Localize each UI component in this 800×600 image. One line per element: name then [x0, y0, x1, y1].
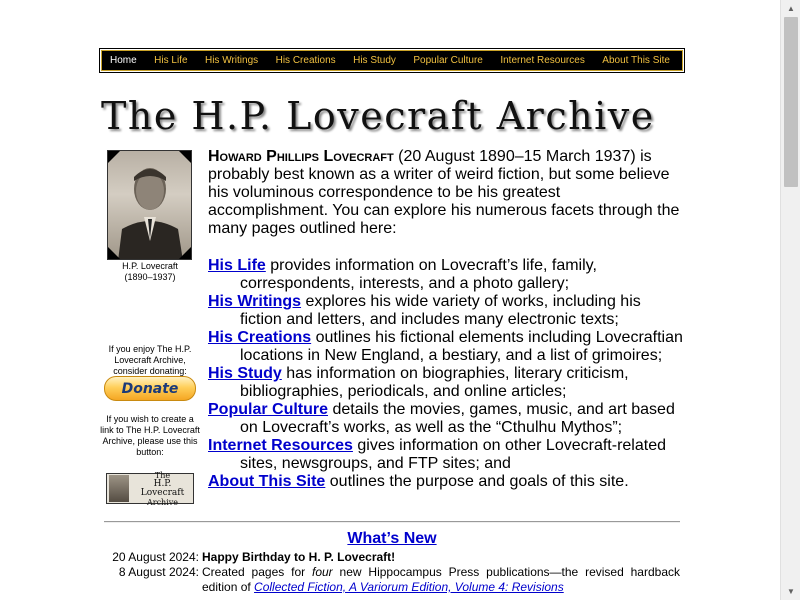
news-text: new Hippocampus Press publications—the revised hardback edition of — [202, 565, 680, 594]
nav-his-life[interactable]: His Life — [154, 55, 188, 66]
news-text: Created pages for — [202, 565, 312, 579]
scroll-up-arrow-icon[interactable]: ▲ — [787, 4, 795, 13]
whats-new-heading — [104, 530, 680, 548]
nav-internet-resources[interactable]: Internet Resources — [500, 55, 585, 66]
photo-caption — [100, 261, 200, 283]
section-desc: details the movies, games, music, and art based on Lovecraft’s works, as well as the “Cthulhu Mythos”; — [240, 401, 675, 436]
section-item — [208, 473, 684, 491]
scroll-down-arrow-icon[interactable]: ▼ — [787, 587, 795, 596]
section-desc: gives information on other Lovecraft-related sites, newsgroups, and FTP sites; and — [240, 437, 666, 472]
news-date: 8 August 2024: — [118, 565, 199, 579]
link-badge-button[interactable] — [106, 470, 194, 507]
badge-text — [132, 471, 193, 507]
section-desc: provides information on Lovecraft’s life, family, correspondents, interests, and a photo gallery; — [240, 257, 597, 292]
caption-years: (1890–1937) — [124, 272, 176, 282]
section-link-his-writings[interactable]: His Writings — [208, 293, 302, 310]
donate-prompt: If you enjoy The H.P. Lovecraft Archive, consider donating: — [108, 344, 192, 376]
section-item — [208, 293, 684, 329]
nav-his-writings[interactable]: His Writings — [204, 55, 259, 66]
section-desc: has information on biographies, literary criticism, bibliographies, periodicals, and online articles; — [240, 365, 629, 400]
news-row — [104, 565, 680, 595]
section-item — [208, 401, 684, 437]
section-desc: outlines his fictional elements including Lovecraftian locations in New England, a bestiary, and a list of grimoires; — [240, 329, 683, 364]
intro-text: (20 August 1890–15 March 1937) is probably best known as a writer of weird fiction, but some believe his voluminous correspondence to be his greatest accomplishment. You can explore his numerous facets through the many pages outlined here: — [208, 148, 680, 237]
lovecraft-photo — [107, 150, 192, 260]
news-list — [104, 550, 680, 595]
link-prompt: If you wish to create a link to The H.P. Lovecraft Archive, please use this button: — [100, 414, 200, 457]
section-list — [208, 257, 684, 491]
section-link-about-this-site[interactable]: About This Site — [208, 473, 326, 490]
scroll-thumb[interactable] — [784, 17, 798, 187]
section-desc: outlines the purpose and goals of this site. — [325, 473, 629, 490]
news-date: 20 August 2024: — [112, 550, 199, 564]
section-link-his-creations[interactable]: His Creations — [208, 329, 312, 346]
caption-name: H.P. Lovecraft — [122, 261, 178, 271]
news-body — [202, 550, 680, 565]
section-item — [208, 329, 684, 365]
news-row — [104, 550, 680, 565]
section-desc: explores his wide variety of works, including his fiction and letters, and includes many electronic texts; — [240, 293, 641, 328]
section-link-internet-resources[interactable]: Internet Resources — [208, 437, 353, 454]
nav-home[interactable]: Home — [110, 55, 137, 66]
divider — [104, 521, 680, 523]
whats-new-link[interactable]: What’s New — [347, 530, 437, 547]
nav-his-study[interactable]: His Study — [353, 55, 396, 66]
section-item — [208, 257, 684, 293]
badge-line1: The — [154, 470, 171, 480]
nav-his-creations[interactable]: His Creations — [275, 55, 336, 66]
portrait-icon — [108, 151, 192, 260]
badge-line2: H.P. Lovecraft — [140, 478, 185, 498]
intro-paragraph — [208, 148, 684, 238]
badge-portrait-icon — [109, 475, 129, 502]
section-item — [208, 437, 684, 473]
site-title: The H.P. Lovecraft Archive — [101, 94, 655, 138]
section-link-his-life[interactable]: His Life — [208, 257, 266, 274]
author-name: Howard Phillips Lovecraft — [208, 148, 394, 165]
section-link-popular-culture[interactable]: Popular Culture — [208, 401, 329, 418]
news-book-link[interactable]: Collected Fiction, A Variorum Edition, Volume 4: Revisions — [254, 580, 564, 594]
nav-popular-culture[interactable]: Popular Culture — [413, 55, 483, 66]
vertical-scrollbar[interactable] — [780, 0, 800, 600]
nav-about-this-site[interactable]: About This Site — [602, 55, 670, 66]
news-headline: Happy Birthday to H. P. Lovecraft! — [202, 550, 396, 564]
top-nav — [101, 50, 683, 71]
badge-line3: Archive — [146, 497, 179, 507]
news-emphasis: four — [311, 565, 333, 579]
news-body — [202, 565, 680, 595]
section-item — [208, 365, 684, 401]
donate-button[interactable]: Donate — [104, 376, 196, 401]
section-link-his-study[interactable]: His Study — [208, 365, 282, 382]
